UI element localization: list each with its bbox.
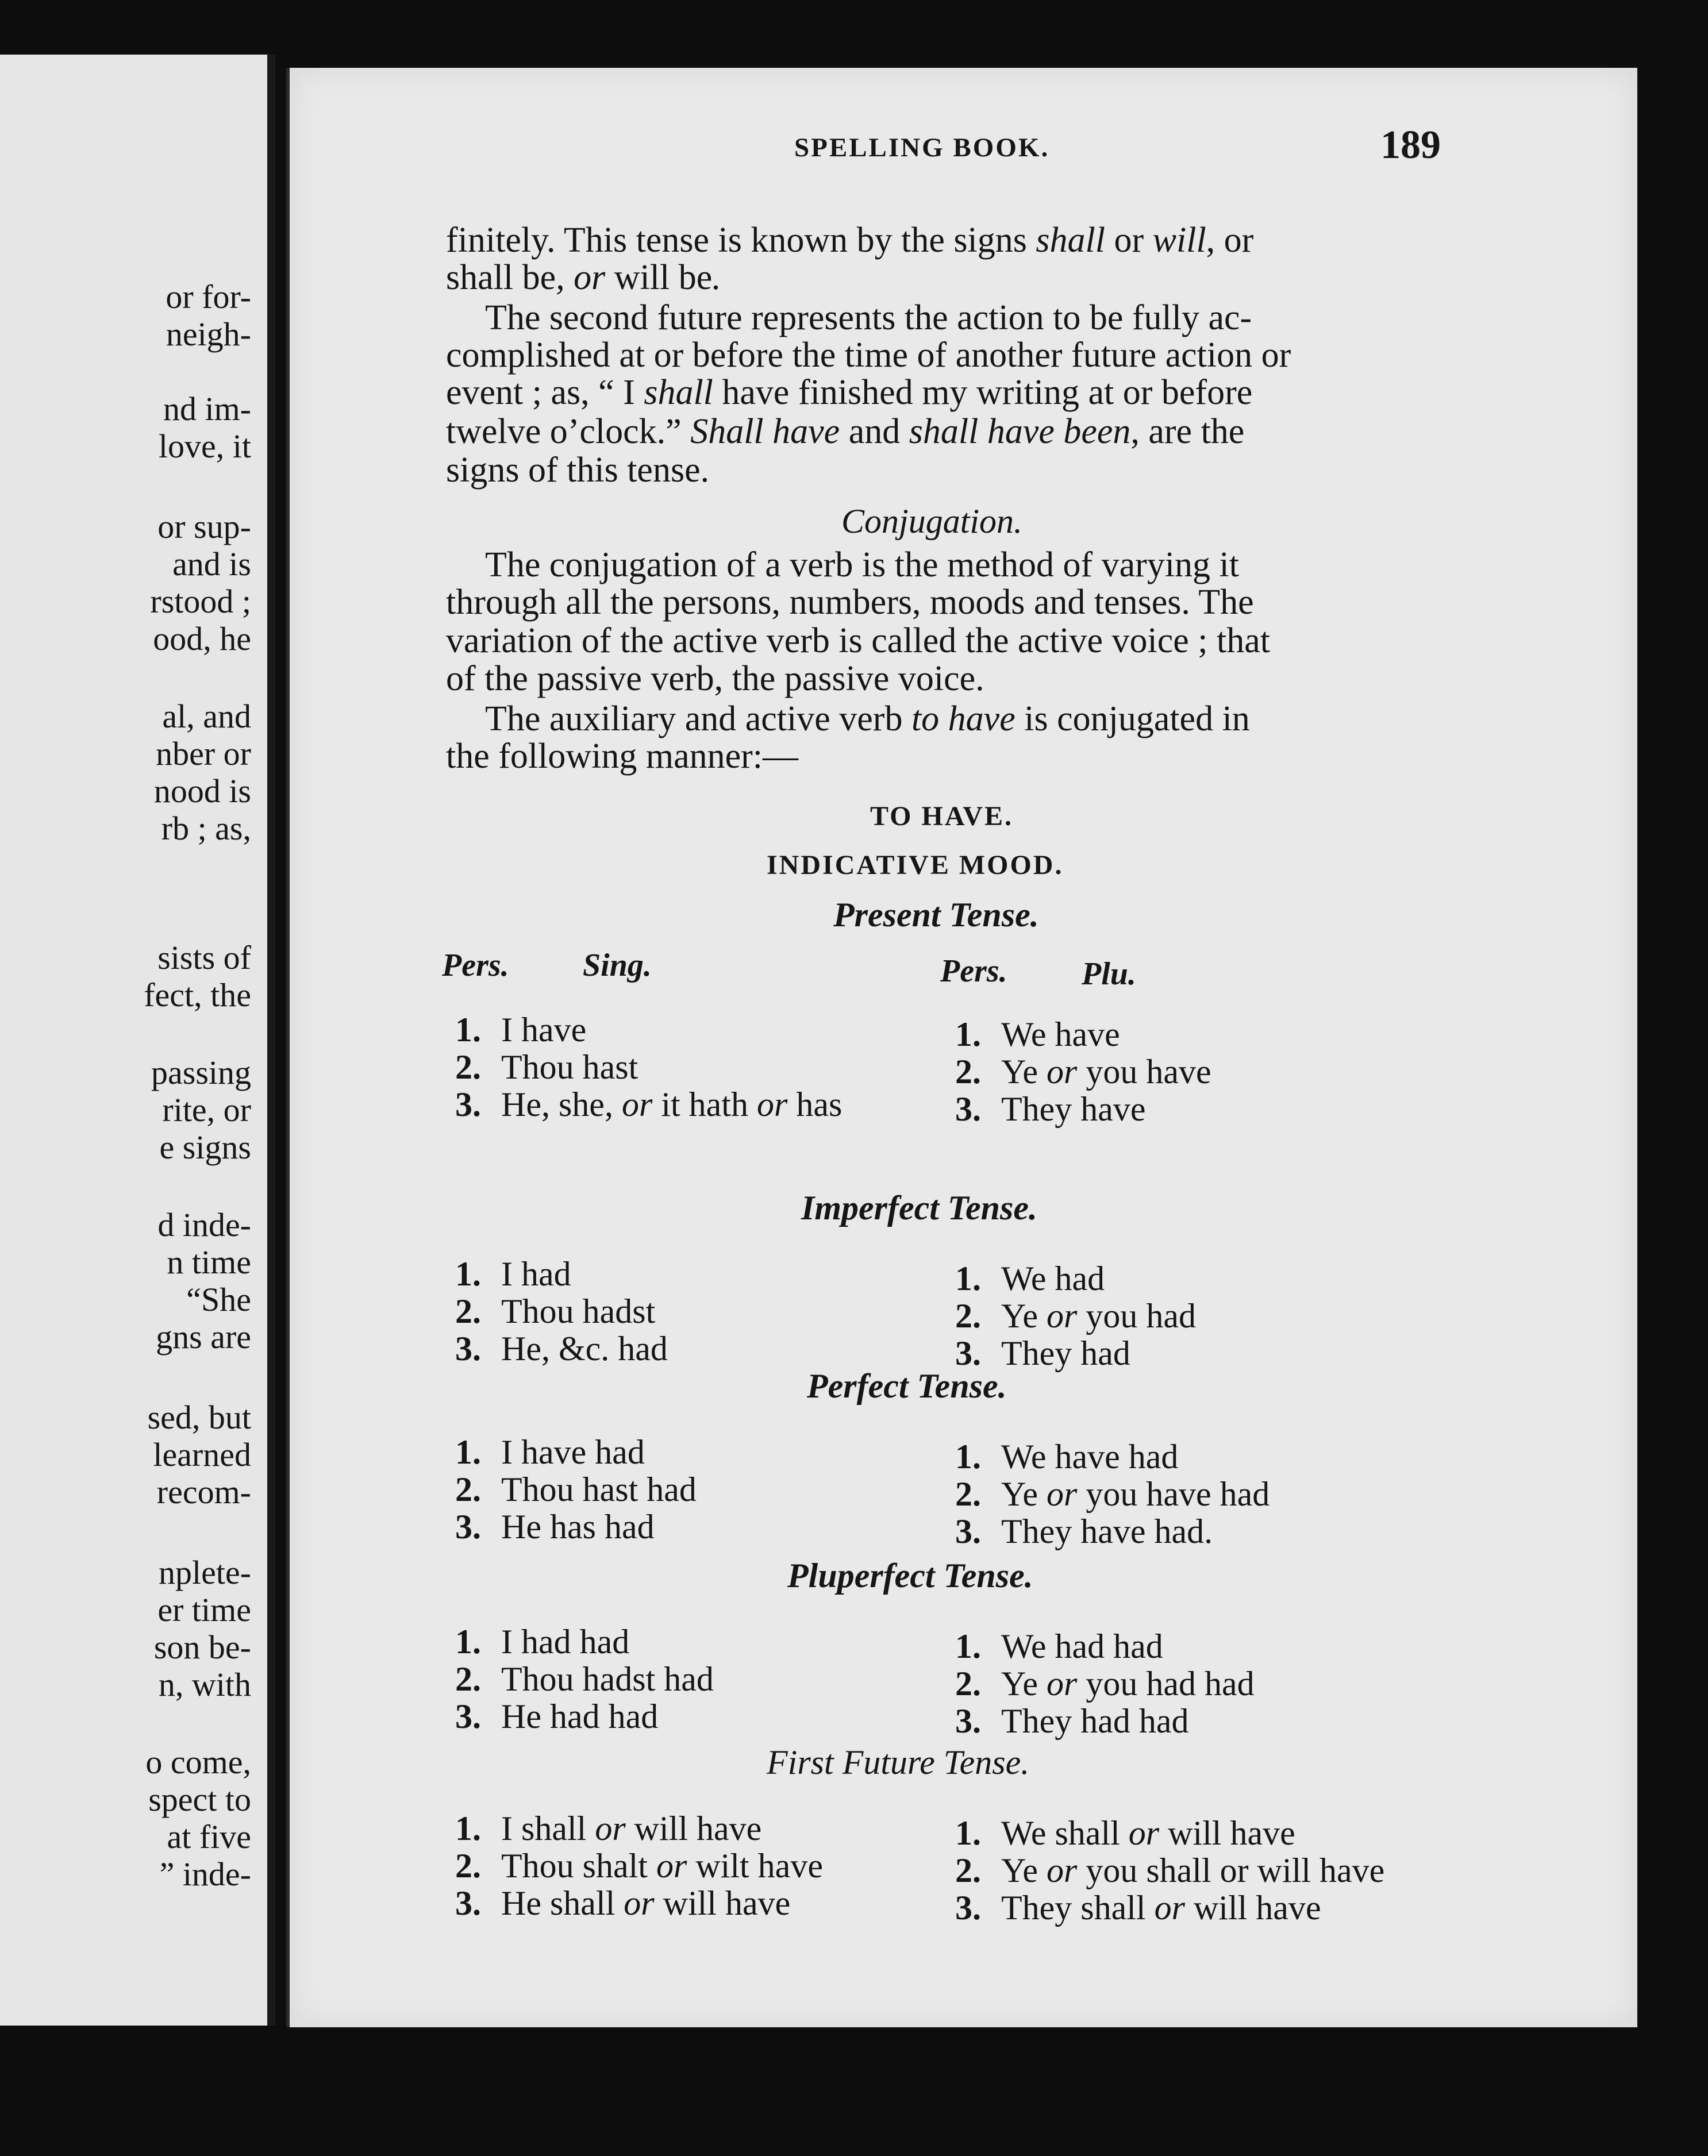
conjugation-form <box>955 1015 1120 1054</box>
text-run: , or <box>1206 221 1254 260</box>
person-number: 1. <box>455 1011 481 1049</box>
facing-page-text: passing <box>151 1054 251 1091</box>
text-line: signs of this tense. <box>446 451 710 490</box>
text-run: event ; as, “ I <box>446 373 644 412</box>
italic-run: shall have been <box>909 412 1131 451</box>
text-run: They have had. <box>1001 1512 1213 1550</box>
conjugation-form <box>955 1888 1321 1928</box>
person-number: 3. <box>955 1889 981 1927</box>
facing-page-text: rite, or <box>162 1091 251 1129</box>
conjugation-form <box>955 1627 1163 1666</box>
facing-page-text: nood is <box>153 772 251 810</box>
text-run: Ye <box>1001 1475 1047 1513</box>
person-number: 1. <box>455 1623 481 1661</box>
italic-run: or <box>1046 1665 1078 1703</box>
text-run: has <box>787 1085 843 1123</box>
text-run: or <box>1105 221 1153 260</box>
text-run: wilt have <box>687 1847 823 1885</box>
person-number: 1. <box>455 1810 481 1847</box>
italic-run: or <box>656 1847 687 1885</box>
facing-page-text: n, with <box>158 1666 251 1703</box>
person-number: 3. <box>955 1334 981 1372</box>
page-number: 189 <box>1380 123 1441 167</box>
conjugation-form <box>455 1660 714 1699</box>
person-number: 2. <box>955 1475 981 1513</box>
text-run: He shall <box>501 1884 624 1922</box>
conjugation-form <box>455 1846 823 1886</box>
facing-page-text: love, it <box>158 428 251 465</box>
text-run: will have <box>625 1810 762 1847</box>
column-header-plu: Plu. <box>1082 956 1136 992</box>
italic-run: or <box>595 1810 626 1847</box>
conjugation-form <box>955 1851 1384 1891</box>
facing-page-text: er time <box>157 1591 251 1628</box>
facing-page-text: gns are <box>156 1318 251 1356</box>
text-run: Thou hadst <box>501 1292 656 1330</box>
text-line: of the passive verb, the passive voice. <box>446 659 984 698</box>
italic-run: or <box>1046 1297 1078 1335</box>
person-number: 1. <box>955 1438 981 1476</box>
conjugation-form <box>955 1052 1211 1092</box>
column-header-pers: Pers. <box>940 953 1007 989</box>
text-run: We have had <box>1001 1438 1179 1476</box>
verb-heading: TO HAVE. <box>870 801 1013 831</box>
conjugation-form <box>455 1697 658 1737</box>
book-page <box>286 68 1637 2027</box>
text-run: He has had <box>501 1508 655 1546</box>
facing-page-text: neigh- <box>166 315 251 353</box>
text-line <box>485 699 1250 739</box>
text-run: it hath <box>652 1085 757 1123</box>
column-header-pers: Pers. <box>442 948 509 983</box>
text-run: finitely. This tense is known by the signs <box>446 221 1036 260</box>
text-line: the following manner:— <box>446 737 798 776</box>
section-heading-conjugation: Conjugation. <box>841 502 1023 540</box>
text-run: you have <box>1077 1053 1211 1091</box>
conjugation-form <box>455 1809 761 1849</box>
italic-run: shall <box>1036 221 1105 260</box>
person-number: 2. <box>455 1292 481 1330</box>
text-run: and <box>840 412 909 451</box>
conjugation-form <box>455 1433 645 1472</box>
conjugation-form <box>955 1437 1178 1477</box>
text-line <box>446 257 721 298</box>
text-run: The auxiliary and active verb <box>485 699 911 738</box>
person-number: 2. <box>955 1851 981 1889</box>
person-number: 3. <box>455 1085 481 1123</box>
text-line: The second future represents the action to be fully ac- <box>485 298 1252 337</box>
conjugation-form <box>955 1814 1295 1853</box>
italic-run: . <box>712 258 721 297</box>
text-run: Ye <box>1001 1665 1047 1703</box>
facing-page-text: fect, the <box>144 976 251 1014</box>
person-number: 3. <box>455 1697 481 1735</box>
text-run: you shall or will have <box>1077 1851 1385 1889</box>
italic-run: shall <box>644 373 713 412</box>
italic-run: or <box>1128 1814 1160 1852</box>
person-number: 3. <box>455 1508 481 1546</box>
text-run: will have <box>654 1884 791 1922</box>
italic-run: , or <box>556 258 614 297</box>
conjugation-form <box>455 1048 638 1087</box>
tense-heading: First Future Tense. <box>767 1743 1030 1781</box>
person-number: 2. <box>455 1847 481 1885</box>
text-line <box>446 411 1244 452</box>
person-number: 2. <box>455 1470 481 1508</box>
conjugation-form <box>455 1470 697 1510</box>
person-number: 3. <box>955 1702 981 1740</box>
conjugation-form <box>955 1512 1213 1551</box>
text-run: They had had <box>1001 1702 1189 1740</box>
text-run: , are the <box>1130 412 1245 451</box>
italic-run: or <box>1046 1851 1078 1889</box>
tense-heading: Present Tense. <box>833 896 1039 934</box>
conjugation-form <box>455 1329 668 1369</box>
text-run: will have <box>1159 1814 1295 1852</box>
facing-page-text: sists of <box>157 939 251 976</box>
text-line: variation of the active verb is called the active voice ; that <box>446 621 1270 660</box>
conjugation-form <box>455 1254 571 1294</box>
person-number: 1. <box>955 1627 981 1665</box>
text-line <box>446 220 1253 260</box>
tense-heading: Imperfect Tense. <box>801 1189 1038 1227</box>
conjugation-form <box>955 1701 1189 1741</box>
facing-page-text: n time <box>167 1243 251 1281</box>
text-run: They have <box>1001 1090 1146 1128</box>
italic-run: or <box>621 1085 653 1123</box>
conjugation-form <box>955 1664 1255 1704</box>
facing-page-text: or for- <box>166 278 251 315</box>
text-run: Ye <box>1001 1297 1047 1335</box>
conjugation-form <box>455 1292 655 1331</box>
conjugation-form <box>455 1622 629 1662</box>
tense-heading: Pluperfect Tense. <box>787 1557 1033 1595</box>
text-run: I shall <box>501 1810 595 1847</box>
italic-run: or <box>1154 1889 1185 1927</box>
tense-heading: Perfect Tense. <box>807 1367 1007 1405</box>
text-run: We shall <box>1001 1814 1129 1852</box>
person-number: 1. <box>955 1814 981 1852</box>
person-number: 3. <box>455 1330 481 1368</box>
text-run: Thou hast <box>501 1048 638 1086</box>
facing-page-text: rb ; as, <box>161 810 251 847</box>
text-run: We had had <box>1001 1627 1163 1665</box>
text-run: I had <box>501 1255 571 1293</box>
conjugation-form <box>455 1010 586 1050</box>
text-run: They shall <box>1001 1889 1155 1927</box>
conjugation-form <box>955 1474 1270 1514</box>
facing-page-text: o come, <box>145 1743 251 1781</box>
italic-run: Shall have <box>690 412 840 451</box>
person-number: 1. <box>955 1015 981 1053</box>
facing-page-fragment <box>0 55 275 2026</box>
text-run: you had <box>1077 1297 1196 1335</box>
text-line: complished at or before the time of another future action or <box>446 336 1291 375</box>
italic-run: or <box>1046 1053 1078 1091</box>
italic-run: to have <box>911 699 1015 738</box>
facing-page-text: sed, but <box>147 1399 251 1436</box>
text-run: We have <box>1001 1015 1120 1053</box>
text-run: I have <box>501 1011 587 1049</box>
facing-page-text: rstood ; <box>150 583 251 620</box>
person-number: 2. <box>955 1297 981 1335</box>
facing-page-text: spect to <box>148 1781 251 1818</box>
text-run: twelve o’clock.” <box>446 412 691 451</box>
italic-run: or <box>756 1085 788 1123</box>
person-number: 3. <box>955 1090 981 1128</box>
text-run: I have had <box>501 1433 645 1471</box>
text-run: He had had <box>501 1697 659 1735</box>
person-number: 1. <box>455 1433 481 1471</box>
text-run: you have had <box>1077 1475 1270 1513</box>
text-run: Thou hadst had <box>501 1660 714 1698</box>
text-run: Ye <box>1001 1851 1047 1889</box>
facing-page-text: recom- <box>156 1473 251 1511</box>
facing-page-text: ” inde- <box>159 1855 251 1893</box>
text-run: Thou shalt <box>501 1847 656 1885</box>
person-number: 1. <box>955 1260 981 1298</box>
facing-page-text: “She <box>186 1281 251 1318</box>
conjugation-form <box>455 1507 655 1547</box>
facing-page-text: and is <box>172 545 251 583</box>
column-header-sing: Sing. <box>583 948 652 983</box>
person-number: 2. <box>455 1660 481 1698</box>
italic-run: or <box>1046 1475 1078 1513</box>
text-run: shall be <box>446 258 556 297</box>
facing-page-text: learned <box>153 1436 251 1473</box>
text-run: We had <box>1001 1260 1105 1298</box>
conjugation-form <box>955 1259 1105 1299</box>
text-run: Thou hast had <box>501 1470 697 1508</box>
facing-page-text: e signs <box>159 1129 251 1166</box>
facing-page-text: son be- <box>153 1628 251 1666</box>
facing-page-text: ood, he <box>153 620 251 657</box>
text-run: He, &c. had <box>501 1330 668 1368</box>
text-run: is conjugated in <box>1015 699 1250 738</box>
conjugation-form <box>455 1884 790 1923</box>
conjugation-form <box>955 1089 1146 1129</box>
person-number: 2. <box>455 1048 481 1086</box>
person-number: 3. <box>455 1884 481 1922</box>
text-run: will be <box>614 258 713 297</box>
conjugation-form <box>455 1085 842 1125</box>
facing-page-text: nplete- <box>158 1554 251 1591</box>
text-run: you had had <box>1077 1665 1255 1703</box>
text-line: through all the persons, numbers, moods and tenses. The <box>446 583 1254 622</box>
person-number: 3. <box>955 1512 981 1550</box>
facing-page-text: nber or <box>156 735 251 772</box>
facing-page-text: al, and <box>162 698 251 735</box>
text-line: The conjugation of a verb is the method of varying it <box>485 545 1239 584</box>
text-run: will have <box>1184 1889 1321 1927</box>
person-number: 1. <box>455 1255 481 1293</box>
text-line <box>446 372 1252 413</box>
facing-page-text: or sup- <box>157 508 251 545</box>
text-run: They had <box>1001 1334 1130 1372</box>
conjugation-form <box>955 1296 1196 1336</box>
running-head: SPELLING BOOK. <box>794 133 1050 163</box>
text-run: have finished my writing at or before <box>713 373 1253 412</box>
person-number: 2. <box>955 1053 981 1091</box>
mood-heading: INDICATIVE MOOD. <box>767 850 1064 880</box>
text-run: He, she, <box>501 1085 622 1123</box>
facing-page-text: d inde- <box>157 1206 251 1243</box>
italic-run: will <box>1152 221 1206 260</box>
italic-run: or <box>624 1884 655 1922</box>
facing-page-text: nd im- <box>163 390 251 428</box>
text-run: I had had <box>501 1623 630 1661</box>
facing-page-text: at five <box>167 1818 251 1855</box>
text-run: Ye <box>1001 1053 1047 1091</box>
person-number: 2. <box>955 1665 981 1703</box>
